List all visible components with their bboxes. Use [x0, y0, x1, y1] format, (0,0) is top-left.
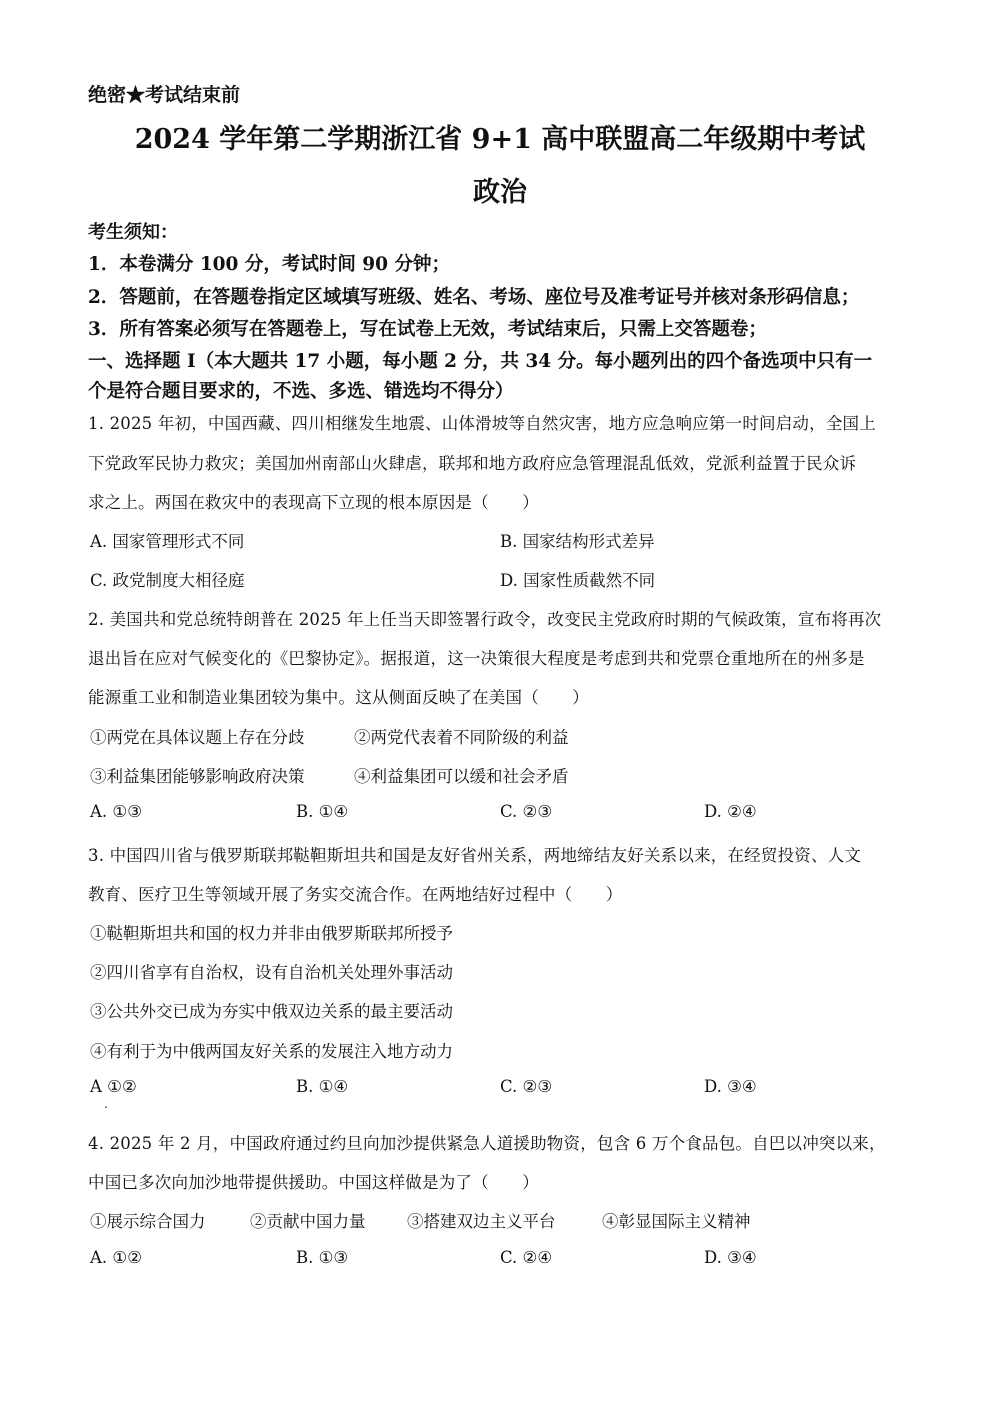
question-3-statement: ②四川省享有自治权，设有自治机关处理外事活动	[90, 963, 453, 982]
question-4-stem: 4. 2025 年 2 月，中国政府通过约旦向加沙提供紧急人道援助物资，包含 6 万个食品包。自巴以冲突以来，	[88, 1134, 886, 1153]
question-1-option-a[interactable]: A. 国家管理形式不同	[90, 532, 245, 551]
question-3-stem: 教育、医疗卫生等领域开展了务实交流合作。在两地结好过程中（ ）	[88, 885, 623, 904]
exam-title: 2024 学年第二学期浙江省 9+1 高中联盟高二年级期中考试	[134, 124, 866, 155]
question-3-option-b[interactable]: B. ①④	[296, 1077, 349, 1096]
question-2-statement: ④利益集团可以缓和社会矛盾	[354, 767, 569, 786]
question-4-option-d[interactable]: D. ③④	[704, 1248, 757, 1267]
question-3-statement: ③公共外交已成为夯实中俄双边关系的最主要活动	[90, 1002, 453, 1021]
notice-item: 2．答题前，在答题卷指定区域填写班级、姓名、考场、座位号及准考证号并核对条形码信息；	[88, 287, 860, 308]
question-4-statement: ④彰显国际主义精神	[602, 1212, 751, 1231]
question-3-option-d[interactable]: D. ③④	[704, 1077, 757, 1096]
question-1-option-c[interactable]: C. 政党制度大相径庭	[90, 571, 245, 590]
exam-subject: 政治	[473, 177, 527, 208]
question-2-stem: 退出旨在应对气候变化的《巴黎协定》。据报道，这一决策很大程度是考虑到共和党票仓重地所在的州多是	[88, 649, 865, 668]
question-4-statement: ③搭建双边主义平台	[407, 1212, 556, 1231]
question-1-option-b[interactable]: B. 国家结构形式差异	[500, 532, 655, 551]
notice-item: 1．本卷满分 100 分，考试时间 90 分钟；	[88, 254, 450, 275]
question-4-option-b[interactable]: B. ①③	[296, 1248, 349, 1267]
notice-heading: 考生须知：	[88, 222, 178, 243]
question-4-option-a[interactable]: A. ①②	[90, 1248, 142, 1267]
question-1-option-d[interactable]: D. 国家性质截然不同	[500, 571, 656, 590]
question-3-stem: 3. 中国四川省与俄罗斯联邦鞑靼斯坦共和国是友好省州关系，两地缔结友好关系以来，在经贸投资、人文	[88, 846, 862, 865]
question-4-statement: ②贡献中国力量	[250, 1212, 366, 1231]
question-2-statement: ③利益集团能够影响政府决策	[90, 767, 305, 786]
question-2-statement: ②两党代表着不同阶级的利益	[354, 728, 569, 747]
question-3-option-a[interactable]: A ①②	[90, 1077, 137, 1096]
question-2-option-b[interactable]: B. ①④	[296, 802, 349, 821]
question-3-option-c[interactable]: C. ②③	[500, 1077, 553, 1096]
notice-item: 3．所有答案必须写在答题卷上，写在试卷上无效，考试结束后，只需上交答题卷；	[88, 319, 767, 340]
section-heading: 一、选择题 I（本大题共 17 小题，每小题 2 分，共 34 分。每小题列出的四个备选项中只有一	[88, 351, 873, 372]
question-4-statement: ①展示综合国力	[90, 1212, 206, 1231]
stray-dot-mark: .	[104, 1097, 108, 1111]
question-1-stem: 求之上。两国在救灾中的表现高下立现的根本原因是（ ）	[88, 493, 539, 512]
question-2-option-a[interactable]: A. ①③	[90, 802, 142, 821]
question-2-stem: 2. 美国共和党总统特朗普在 2025 年上任当天即签署行政令，改变民主党政府时期的气候政策，宣布将再次	[88, 610, 882, 629]
question-4-option-c[interactable]: C. ②④	[500, 1248, 553, 1267]
question-2-option-c[interactable]: C. ②③	[500, 802, 553, 821]
question-2-statement: ①两党在具体议题上存在分歧	[90, 728, 305, 747]
question-3-statement: ①鞑靼斯坦共和国的权力并非由俄罗斯联邦所授予	[90, 924, 453, 943]
question-4-stem: 中国已多次向加沙地带提供援助。中国这样做是为了（ ）	[88, 1173, 539, 1192]
question-1-stem: 下党政军民协力救灾；美国加州南部山火肆虐，联邦和地方政府应急管理混乱低效，党派利益置于民众诉	[88, 454, 857, 473]
question-1-stem: 1. 2025 年初，中国西藏、四川相继发生地震、山体滑坡等自然灾害，地方应急响应第一时间启动，全国上	[88, 414, 876, 433]
section-heading-cont: 个是符合题目要求的，不选、多选、错选均不得分）	[88, 381, 514, 402]
question-3-statement: ④有利于为中俄两国友好关系的发展注入地方动力	[90, 1042, 453, 1061]
question-2-option-d[interactable]: D. ②④	[704, 802, 757, 821]
question-2-stem: 能源重工业和制造业集团较为集中。这从侧面反映了在美国（ ）	[88, 688, 589, 707]
secret-mark: 绝密★考试结束前	[88, 84, 241, 106]
